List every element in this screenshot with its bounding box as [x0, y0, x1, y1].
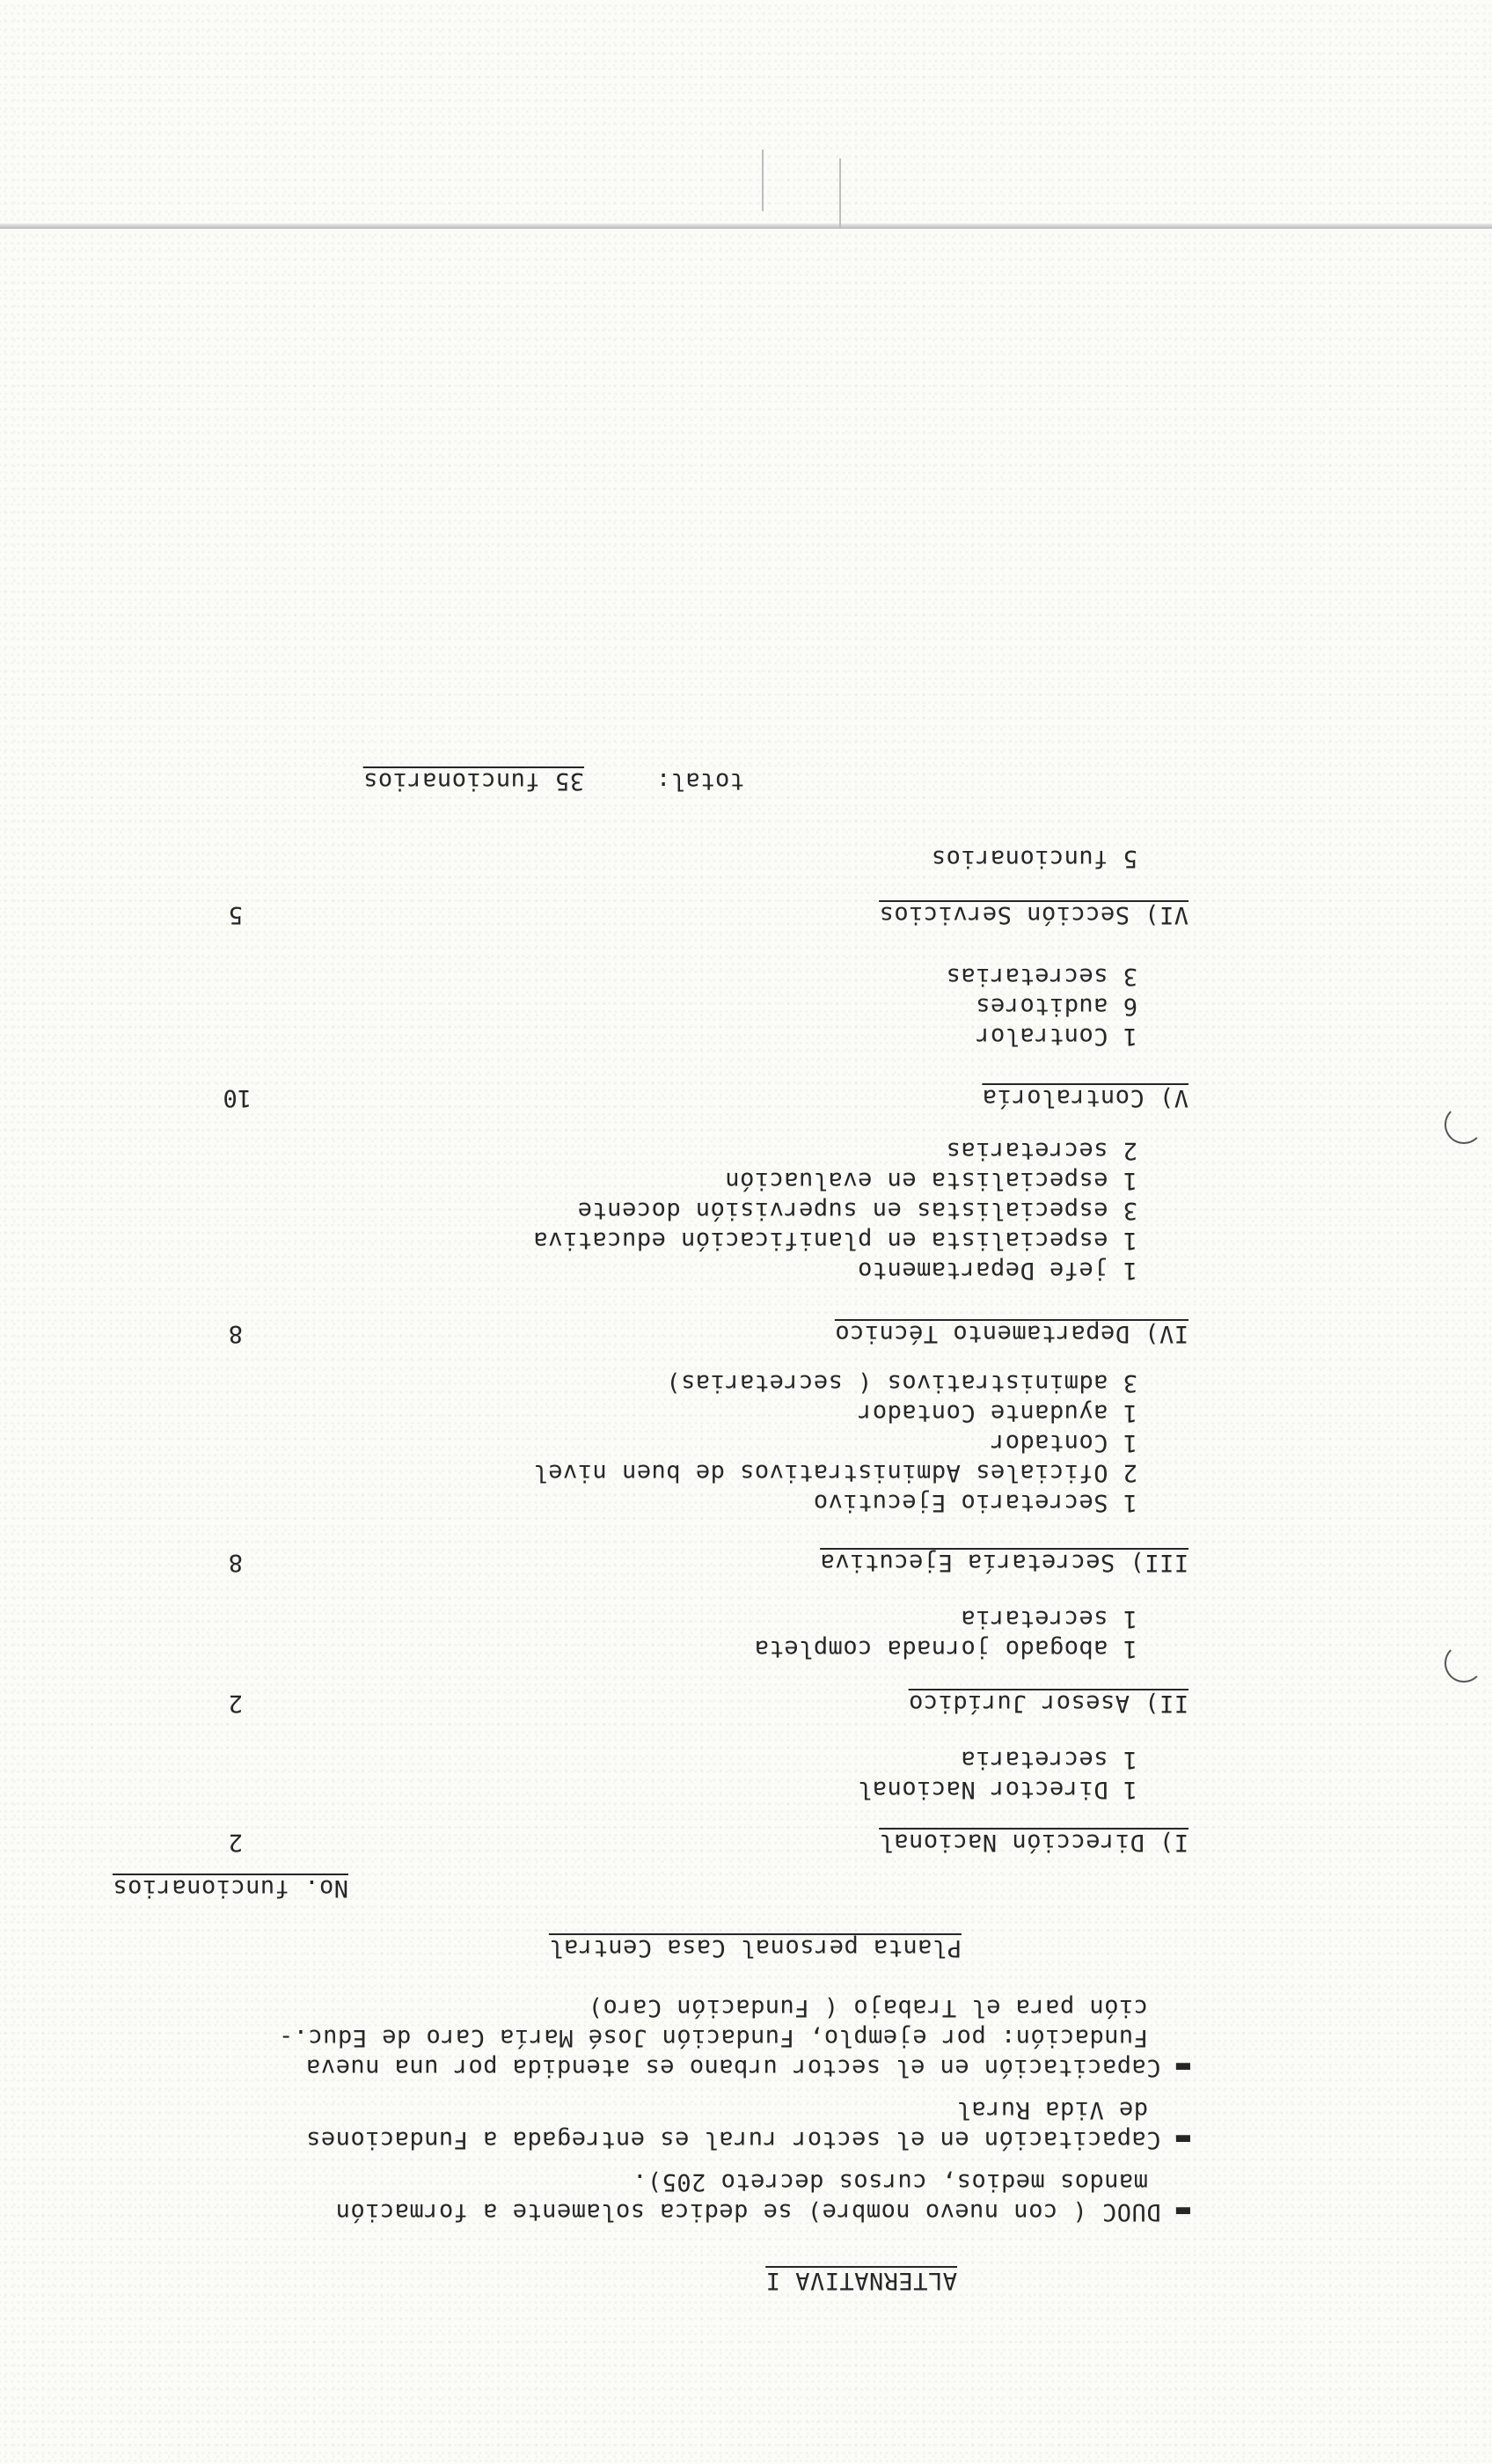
column-header: No. funcionarios — [112, 1874, 348, 1902]
section-count: 10 — [223, 1084, 252, 1111]
bullet-line: ▬ Capacitación en el sector urbano es atendida por una nueva — [305, 2054, 1190, 2081]
section-heading: V) Contraloría — [982, 1084, 1188, 1111]
punch-hole — [1444, 1644, 1483, 1683]
section-item: 3 secretarias — [946, 963, 1137, 990]
section-heading: III) Secretaría Ejecutiva — [820, 1549, 1188, 1576]
section-item: 1 Secretario Ejecutivo — [813, 1489, 1137, 1516]
section-item: 3 administrativos ( secretarias) — [665, 1369, 1137, 1397]
bullet-line: Fundación: por ejemplo, Fundación José María Caro de Educ.- — [278, 2024, 1148, 2051]
section-item: 1 abogado jornada completa — [754, 1635, 1137, 1662]
punch-hole — [1444, 1105, 1483, 1144]
section-item: 3 especialistas en supervisión docente — [577, 1197, 1137, 1224]
section-item: 1 jefe Departamento — [857, 1257, 1137, 1284]
section-item: 1 secretaria — [960, 1746, 1137, 1773]
bullet-line: ción para el Trabajo ( Fundación Caro) — [588, 1994, 1148, 2021]
section-heading: II) Asesor Jurídico — [908, 1690, 1188, 1717]
section-item: 1 Contralor — [975, 1023, 1137, 1050]
section-count: 5 — [228, 901, 243, 928]
section-item: 1 Contador — [990, 1429, 1137, 1456]
section-heading: IV) Departamento Técnico — [834, 1320, 1188, 1347]
bullet-line: de Vida Rural — [956, 2096, 1148, 2123]
section-heading: I) Dirección Nacional — [879, 1829, 1188, 1856]
section-count: 2 — [228, 1690, 243, 1717]
section-item: 1 especialista en evaluación — [724, 1167, 1137, 1194]
fold-mark — [839, 158, 841, 229]
document-title: ALTERNATIVA I — [765, 2267, 957, 2294]
section-count: 8 — [228, 1549, 243, 1576]
total-value: 35 funcionarios — [362, 767, 584, 795]
bullet-line: ▬ Capacitación en el sector rural es entregada a Fundaciones — [305, 2126, 1190, 2153]
section-item: 1 Director Nacional — [857, 1776, 1137, 1803]
fold-mark — [762, 150, 764, 211]
section-count: 8 — [228, 1320, 243, 1347]
section-count: 2 — [228, 1829, 243, 1856]
bullet-line: mandos medios, cursos decreto 205). — [632, 2168, 1148, 2196]
section-item: 2 secretarias — [946, 1137, 1137, 1164]
section-item: 6 auditores — [975, 993, 1137, 1020]
section-item: 1 especialista en planificación educativa — [533, 1227, 1137, 1254]
section-item: 2 Oficiales Administrativos de buen nivel — [533, 1459, 1137, 1486]
total-label: total: — [655, 767, 744, 795]
section-item: 5 funcionarios — [931, 845, 1137, 872]
section-item: 1 secretaria — [960, 1605, 1137, 1632]
plant-title: Planta personal Casa Central — [548, 1934, 962, 1962]
bullet-line: ▬ DUOC ( con nuevo nombre) se dedica solamente a formación — [335, 2198, 1190, 2226]
page-top-edge — [0, 224, 1492, 229]
section-item: 1 ayudante Contador — [857, 1399, 1137, 1426]
section-heading: VI) Sección Servicios — [879, 901, 1188, 928]
